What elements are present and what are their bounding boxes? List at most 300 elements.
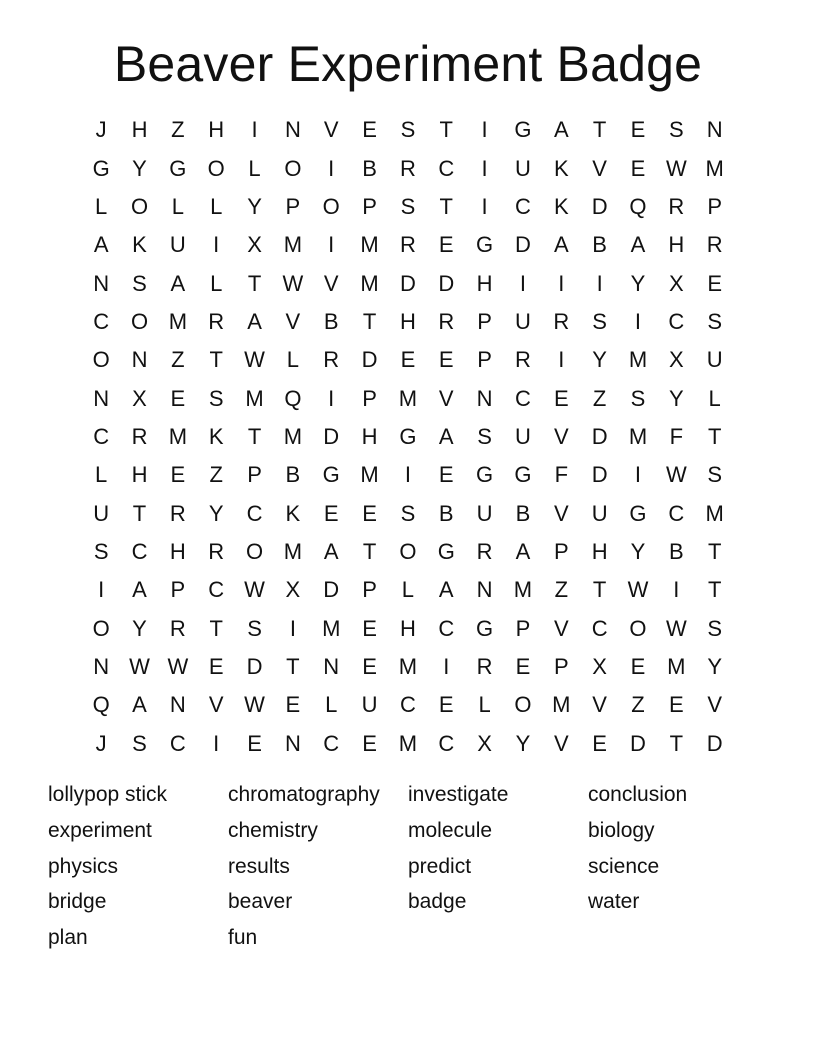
grid-cell[interactable]: S <box>707 308 723 334</box>
grid-cell[interactable]: E <box>362 653 377 679</box>
grid-cell[interactable]: H <box>476 270 493 296</box>
grid-cell[interactable]: R <box>438 308 455 334</box>
grid-cell[interactable]: V <box>553 500 569 526</box>
grid-cell[interactable]: G <box>92 155 110 181</box>
grid-cell[interactable]: O <box>514 692 532 718</box>
grid-cell[interactable]: N <box>93 270 110 296</box>
grid-cell[interactable]: E <box>362 730 377 756</box>
grid-cell[interactable]: H <box>131 117 148 143</box>
grid-cell[interactable]: R <box>323 347 340 373</box>
grid-cell[interactable]: N <box>284 117 301 143</box>
grid-cell[interactable]: C <box>246 500 263 526</box>
grid-cell[interactable]: S <box>132 730 147 756</box>
grid-cell[interactable]: M <box>168 308 188 334</box>
grid-cell[interactable]: E <box>592 730 607 756</box>
grid-cell[interactable]: M <box>360 462 379 488</box>
grid-cell[interactable]: V <box>553 730 569 756</box>
grid-cell[interactable]: W <box>167 653 189 679</box>
grid-cell[interactable]: S <box>630 385 646 411</box>
grid-cell[interactable]: Y <box>630 538 646 564</box>
grid-cell[interactable]: M <box>283 232 303 258</box>
grid-cell[interactable]: A <box>553 117 569 143</box>
grid-cell[interactable]: U <box>93 500 110 526</box>
grid-cell[interactable]: O <box>207 155 225 181</box>
grid-cell[interactable]: I <box>251 117 258 143</box>
grid-cell[interactable]: C <box>438 615 455 641</box>
word-list-item: results <box>228 854 290 878</box>
grid-cell[interactable]: O <box>399 538 417 564</box>
grid-cell[interactable]: R <box>553 308 570 334</box>
grid-cell[interactable]: O <box>629 615 647 641</box>
grid-cell[interactable]: Y <box>515 730 531 756</box>
grid-cell[interactable]: S <box>400 500 416 526</box>
grid-cell[interactable]: Y <box>630 270 646 296</box>
grid-cell[interactable]: P <box>247 462 262 488</box>
grid-cell[interactable]: A <box>553 232 569 258</box>
grid-cell[interactable]: M <box>322 615 341 641</box>
grid-cell[interactable]: B <box>362 155 377 181</box>
grid-cell[interactable]: T <box>592 577 607 603</box>
grid-cell[interactable]: M <box>168 423 188 449</box>
grid-cell[interactable]: U <box>591 500 608 526</box>
grid-cell[interactable]: S <box>592 308 607 334</box>
grid-cell[interactable]: L <box>478 692 491 718</box>
grid-cell[interactable]: N <box>169 692 186 718</box>
grid-cell[interactable]: J <box>95 117 107 143</box>
grid-cell[interactable]: E <box>438 692 454 718</box>
grid-cell[interactable]: P <box>362 577 377 603</box>
grid-cell[interactable]: Q <box>92 692 110 718</box>
grid-cell[interactable]: V <box>592 692 607 718</box>
grid-cell[interactable]: V <box>323 117 339 143</box>
grid-cell[interactable]: D <box>323 423 340 449</box>
grid-cell[interactable]: W <box>627 577 649 603</box>
grid-cell[interactable]: T <box>132 500 147 526</box>
grid-cell[interactable]: I <box>634 462 642 488</box>
grid-cell[interactable]: M <box>552 692 571 718</box>
grid-cell[interactable]: C <box>208 577 225 603</box>
grid-cell[interactable]: L <box>95 193 108 219</box>
grid-cell[interactable]: E <box>630 653 646 679</box>
grid-cell[interactable]: X <box>668 270 684 296</box>
grid-cell[interactable]: D <box>399 270 416 296</box>
grid-cell[interactable]: G <box>399 423 417 449</box>
word-list-item: water <box>588 890 640 914</box>
grid-cell[interactable]: T <box>439 117 453 143</box>
grid-cell[interactable]: H <box>399 615 416 641</box>
grid-cell[interactable]: C <box>93 423 110 449</box>
grid-cell[interactable]: R <box>169 500 186 526</box>
grid-cell[interactable]: A <box>132 692 147 718</box>
grid-cell[interactable]: B <box>285 462 301 488</box>
grid-cell[interactable]: U <box>515 423 531 449</box>
grid-cell[interactable]: I <box>328 232 335 258</box>
grid-cell[interactable]: T <box>439 193 453 219</box>
grid-cell[interactable]: Z <box>209 462 223 488</box>
grid-cell[interactable]: K <box>553 155 569 181</box>
grid-cell[interactable]: R <box>399 232 416 258</box>
grid-cell[interactable]: V <box>553 423 569 449</box>
grid-cell[interactable]: D <box>591 193 608 219</box>
grid-cell[interactable]: Z <box>171 347 185 373</box>
word-list-item: chromatography <box>228 783 380 806</box>
grid-cell[interactable]: X <box>592 653 607 679</box>
grid-cell[interactable]: M <box>513 577 533 603</box>
grid-cell[interactable]: E <box>362 117 377 143</box>
grid-cell[interactable]: A <box>170 270 186 296</box>
grid-cell[interactable]: O <box>130 308 149 334</box>
grid-cell[interactable]: N <box>476 385 493 411</box>
grid-cell[interactable]: W <box>282 270 304 296</box>
grid-cell[interactable]: W <box>129 653 150 679</box>
grid-cell[interactable]: P <box>553 653 569 679</box>
grid-cell[interactable]: X <box>132 385 147 411</box>
word-list-item: experiment <box>48 818 152 842</box>
grid-cell[interactable]: T <box>362 308 377 334</box>
grid-cell[interactable]: C <box>438 730 455 756</box>
grid-cell[interactable]: N <box>476 577 493 603</box>
grid-cell[interactable]: C <box>591 615 608 641</box>
grid-cell[interactable]: T <box>669 730 684 756</box>
grid-cell[interactable]: B <box>668 538 684 564</box>
grid-cell[interactable]: A <box>323 538 339 564</box>
grid-cell[interactable]: V <box>438 385 454 411</box>
grid-cell[interactable]: S <box>707 615 723 641</box>
grid-cell[interactable]: H <box>131 462 148 488</box>
grid-cell[interactable]: M <box>705 500 724 526</box>
grid-cell[interactable]: M <box>283 538 303 564</box>
grid-cell[interactable]: Y <box>132 615 147 641</box>
grid-cell[interactable]: E <box>170 462 186 488</box>
grid-cell[interactable]: K <box>132 232 147 258</box>
grid-cell[interactable]: S <box>247 615 262 641</box>
grid-cell[interactable]: R <box>131 423 148 449</box>
grid-cell[interactable]: S <box>668 117 684 143</box>
grid-cell[interactable]: G <box>476 232 494 258</box>
grid-cell[interactable]: N <box>323 653 340 679</box>
grid-cell[interactable]: E <box>362 615 377 641</box>
grid-cell[interactable]: U <box>476 500 493 526</box>
grid-cell[interactable]: R <box>706 232 723 258</box>
grid-cell[interactable]: W <box>244 347 265 373</box>
grid-cell[interactable]: S <box>400 117 416 143</box>
grid-cell[interactable]: E <box>247 730 262 756</box>
grid-cell[interactable]: P <box>285 193 301 219</box>
grid-cell[interactable]: L <box>708 385 721 411</box>
grid-cell[interactable]: Y <box>668 385 684 411</box>
grid-cell[interactable]: O <box>92 347 110 373</box>
grid-cell[interactable]: B <box>323 308 339 334</box>
grid-cell[interactable]: Y <box>592 347 607 373</box>
grid-cell[interactable]: U <box>515 155 531 181</box>
grid-cell[interactable]: E <box>362 500 377 526</box>
grid-cell[interactable]: Y <box>208 500 224 526</box>
grid-cell[interactable]: G <box>322 462 340 488</box>
grid-cell[interactable]: E <box>515 653 531 679</box>
grid-cell[interactable]: A <box>438 577 454 603</box>
grid-cell[interactable]: I <box>328 385 335 411</box>
grid-cell[interactable]: I <box>481 117 488 143</box>
grid-cell[interactable]: M <box>705 155 724 181</box>
grid-cell[interactable]: T <box>247 423 262 449</box>
grid-cell[interactable]: X <box>668 347 684 373</box>
grid-cell[interactable]: A <box>93 232 109 258</box>
grid-cell[interactable]: L <box>171 193 184 219</box>
grid-cell[interactable]: A <box>438 423 454 449</box>
grid-cell[interactable]: M <box>360 270 379 296</box>
grid-cell[interactable]: G <box>514 117 532 143</box>
grid-cell[interactable]: O <box>284 155 302 181</box>
grid-cell[interactable]: C <box>515 193 531 219</box>
grid-cell[interactable]: V <box>553 615 569 641</box>
grid-cell[interactable]: E <box>438 232 454 258</box>
grid-cell[interactable]: D <box>323 577 340 603</box>
grid-cell[interactable]: H <box>591 538 608 564</box>
grid-cell[interactable]: T <box>209 615 223 641</box>
grid-cell[interactable]: O <box>92 615 110 641</box>
grid-cell[interactable]: O <box>322 193 340 219</box>
grid-cell[interactable]: N <box>93 653 110 679</box>
grid-cell[interactable]: E <box>323 500 339 526</box>
grid-cell[interactable]: Q <box>629 193 647 219</box>
grid-cell[interactable]: D <box>361 347 378 373</box>
grid-cell[interactable]: B <box>515 500 531 526</box>
grid-cell[interactable]: G <box>437 538 455 564</box>
grid-cell[interactable]: C <box>169 730 186 756</box>
grid-cell[interactable]: Z <box>592 385 607 411</box>
grid-cell[interactable]: D <box>630 730 646 756</box>
grid-cell[interactable]: L <box>401 577 415 603</box>
grid-cell[interactable]: W <box>665 155 687 181</box>
grid-cell[interactable]: K <box>285 500 301 526</box>
grid-cell[interactable]: A <box>132 577 147 603</box>
grid-cell[interactable]: U <box>361 692 378 718</box>
grid-cell[interactable]: V <box>323 270 339 296</box>
grid-cell[interactable]: R <box>169 615 186 641</box>
grid-cell[interactable]: I <box>443 653 450 679</box>
grid-cell[interactable]: T <box>286 653 300 679</box>
grid-cell[interactable]: M <box>628 423 648 449</box>
grid-cell[interactable]: C <box>438 155 455 181</box>
grid-cell[interactable]: M <box>628 347 648 373</box>
grid-cell[interactable]: I <box>213 730 220 756</box>
word-list-item: fun <box>228 926 258 950</box>
grid-cell[interactable]: M <box>398 385 418 411</box>
grid-cell[interactable]: S <box>132 270 147 296</box>
grid-cell[interactable]: X <box>247 232 262 258</box>
grid-cell[interactable]: X <box>477 730 492 756</box>
grid-cell[interactable]: N <box>93 385 110 411</box>
word-list-item: beaver <box>228 890 293 914</box>
grid-cell[interactable]: D <box>706 730 723 756</box>
grid-cell[interactable]: G <box>629 500 647 526</box>
grid-cell[interactable]: R <box>208 538 225 564</box>
grid-cell[interactable]: V <box>592 155 607 181</box>
grid-cell[interactable]: R <box>208 308 225 334</box>
grid-cell[interactable]: W <box>665 615 687 641</box>
grid-cell[interactable]: C <box>93 308 110 334</box>
grid-cell[interactable]: W <box>244 692 265 718</box>
grid-cell[interactable]: C <box>668 500 685 526</box>
grid-cell[interactable]: K <box>208 423 224 449</box>
grid-cell[interactable]: C <box>131 538 148 564</box>
grid-cell[interactable]: G <box>476 615 494 641</box>
grid-cell[interactable]: M <box>360 232 379 258</box>
grid-cell[interactable]: M <box>398 730 418 756</box>
grid-cell[interactable]: I <box>596 270 603 296</box>
grid-cell[interactable]: X <box>285 577 301 603</box>
grid-cell[interactable]: E <box>438 347 454 373</box>
grid-cell[interactable]: F <box>669 423 684 449</box>
word-list-item: molecule <box>408 818 493 842</box>
grid-cell[interactable]: A <box>247 308 262 334</box>
grid-cell[interactable]: E <box>668 692 684 718</box>
grid-cell[interactable]: E <box>630 155 646 181</box>
grid-cell[interactable]: Z <box>631 692 645 718</box>
grid-cell[interactable]: P <box>362 385 377 411</box>
grid-cell[interactable]: I <box>98 577 105 603</box>
grid-cell[interactable]: I <box>634 308 642 334</box>
grid-cell[interactable]: C <box>399 692 416 718</box>
grid-cell[interactable]: H <box>361 423 378 449</box>
grid-cell[interactable]: R <box>476 653 493 679</box>
grid-cell[interactable]: H <box>668 232 685 258</box>
grid-cell[interactable]: M <box>667 653 686 679</box>
grid-cell[interactable]: R <box>668 193 685 219</box>
grid-cell[interactable]: Z <box>171 117 185 143</box>
grid-cell[interactable]: O <box>130 193 149 219</box>
grid-cell[interactable]: C <box>323 730 340 756</box>
grid-cell[interactable]: V <box>208 692 224 718</box>
grid-cell[interactable]: L <box>210 193 223 219</box>
grid-cell[interactable]: P <box>707 193 723 219</box>
grid-cell[interactable]: T <box>707 538 722 564</box>
grid-cell[interactable]: G <box>169 155 187 181</box>
grid-cell[interactable]: R <box>515 347 531 373</box>
grid-cell[interactable]: G <box>514 462 532 488</box>
grid-cell[interactable]: P <box>553 538 569 564</box>
grid-cell[interactable]: I <box>213 232 220 258</box>
grid-cell[interactable]: R <box>476 538 493 564</box>
grid-cell[interactable]: H <box>208 117 225 143</box>
word-list-item: conclusion <box>588 783 688 806</box>
grid-cell[interactable]: U <box>706 347 723 373</box>
grid-cell[interactable]: I <box>481 193 488 219</box>
grid-cell[interactable]: D <box>591 423 608 449</box>
grid-cell[interactable]: S <box>93 538 109 564</box>
grid-cell[interactable]: L <box>210 270 223 296</box>
grid-cell[interactable]: H <box>169 538 186 564</box>
grid-cell[interactable]: C <box>515 385 531 411</box>
grid-cell[interactable]: I <box>404 462 411 488</box>
grid-cell[interactable]: I <box>481 155 488 181</box>
grid-cell[interactable]: H <box>399 308 416 334</box>
grid-cell[interactable]: I <box>558 347 565 373</box>
grid-cell[interactable]: R <box>399 155 416 181</box>
grid-cell[interactable]: E <box>553 385 569 411</box>
grid-cell[interactable]: A <box>515 538 531 564</box>
grid-cell[interactable]: D <box>515 232 531 258</box>
grid-cell[interactable]: M <box>283 423 303 449</box>
grid-cell[interactable]: E <box>170 385 186 411</box>
grid-cell[interactable]: T <box>362 538 377 564</box>
grid-cell[interactable]: C <box>668 308 685 334</box>
grid-cell[interactable]: D <box>591 462 608 488</box>
grid-cell[interactable]: M <box>245 385 264 411</box>
grid-cell[interactable]: G <box>476 462 494 488</box>
grid-cell[interactable]: I <box>289 615 296 641</box>
grid-cell[interactable]: E <box>400 347 416 373</box>
grid-cell[interactable]: E <box>285 692 301 718</box>
grid-cell[interactable]: U <box>169 232 186 258</box>
grid-cell[interactable]: Q <box>284 385 302 411</box>
grid-cell[interactable]: S <box>208 385 224 411</box>
grid-cell[interactable]: V <box>285 308 301 334</box>
grid-cell[interactable]: L <box>325 692 338 718</box>
grid-cell[interactable]: P <box>477 347 492 373</box>
grid-cell[interactable]: S <box>400 193 416 219</box>
grid-cell[interactable]: I <box>519 270 527 296</box>
grid-cell[interactable]: P <box>362 193 377 219</box>
grid-cell[interactable]: T <box>707 423 722 449</box>
grid-cell[interactable]: Z <box>554 577 569 603</box>
grid-cell[interactable]: W <box>244 577 265 603</box>
grid-cell[interactable]: T <box>209 347 223 373</box>
grid-cell[interactable]: Y <box>247 193 262 219</box>
grid-cell[interactable]: S <box>477 423 492 449</box>
grid-cell[interactable]: L <box>286 347 300 373</box>
grid-cell[interactable]: M <box>398 653 418 679</box>
grid-cell[interactable]: N <box>284 730 301 756</box>
grid-cell[interactable]: B <box>438 500 454 526</box>
grid-cell[interactable]: D <box>246 653 263 679</box>
grid-cell[interactable]: I <box>558 270 565 296</box>
grid-cell[interactable]: D <box>438 270 455 296</box>
grid-cell[interactable]: B <box>592 232 607 258</box>
grid-cell[interactable]: L <box>248 155 261 181</box>
grid-cell[interactable]: P <box>170 577 186 603</box>
grid-cell[interactable]: T <box>592 117 607 143</box>
grid-cell[interactable]: N <box>706 117 723 143</box>
grid-cell[interactable]: K <box>553 193 569 219</box>
grid-cell[interactable]: E <box>208 653 224 679</box>
grid-cell[interactable]: V <box>707 692 723 718</box>
grid-cell[interactable]: Y <box>132 155 147 181</box>
grid-cell[interactable]: O <box>245 538 264 564</box>
grid-cell[interactable]: P <box>515 615 531 641</box>
grid-cell[interactable]: Y <box>707 653 723 679</box>
grid-cell[interactable]: T <box>707 577 722 603</box>
word-list-item: bridge <box>48 890 107 914</box>
grid-cell[interactable]: L <box>95 462 108 488</box>
grid-cell[interactable]: J <box>95 730 107 756</box>
grid-cell[interactable]: S <box>707 462 723 488</box>
word-list-item: predict <box>408 854 472 878</box>
grid-cell[interactable]: T <box>247 270 262 296</box>
word-list-item: science <box>588 854 660 878</box>
grid-cell[interactable]: U <box>515 308 531 334</box>
grid-cell[interactable]: E <box>630 117 646 143</box>
grid-cell[interactable]: W <box>665 462 687 488</box>
grid-cell[interactable]: P <box>477 308 492 334</box>
grid-cell[interactable]: I <box>673 577 680 603</box>
grid-cell[interactable]: N <box>131 347 148 373</box>
grid-cell[interactable]: E <box>438 462 454 488</box>
grid-cell[interactable]: F <box>554 462 569 488</box>
grid-cell[interactable]: A <box>630 232 646 258</box>
grid-cell[interactable]: E <box>707 270 723 296</box>
grid-cell[interactable]: I <box>328 155 335 181</box>
